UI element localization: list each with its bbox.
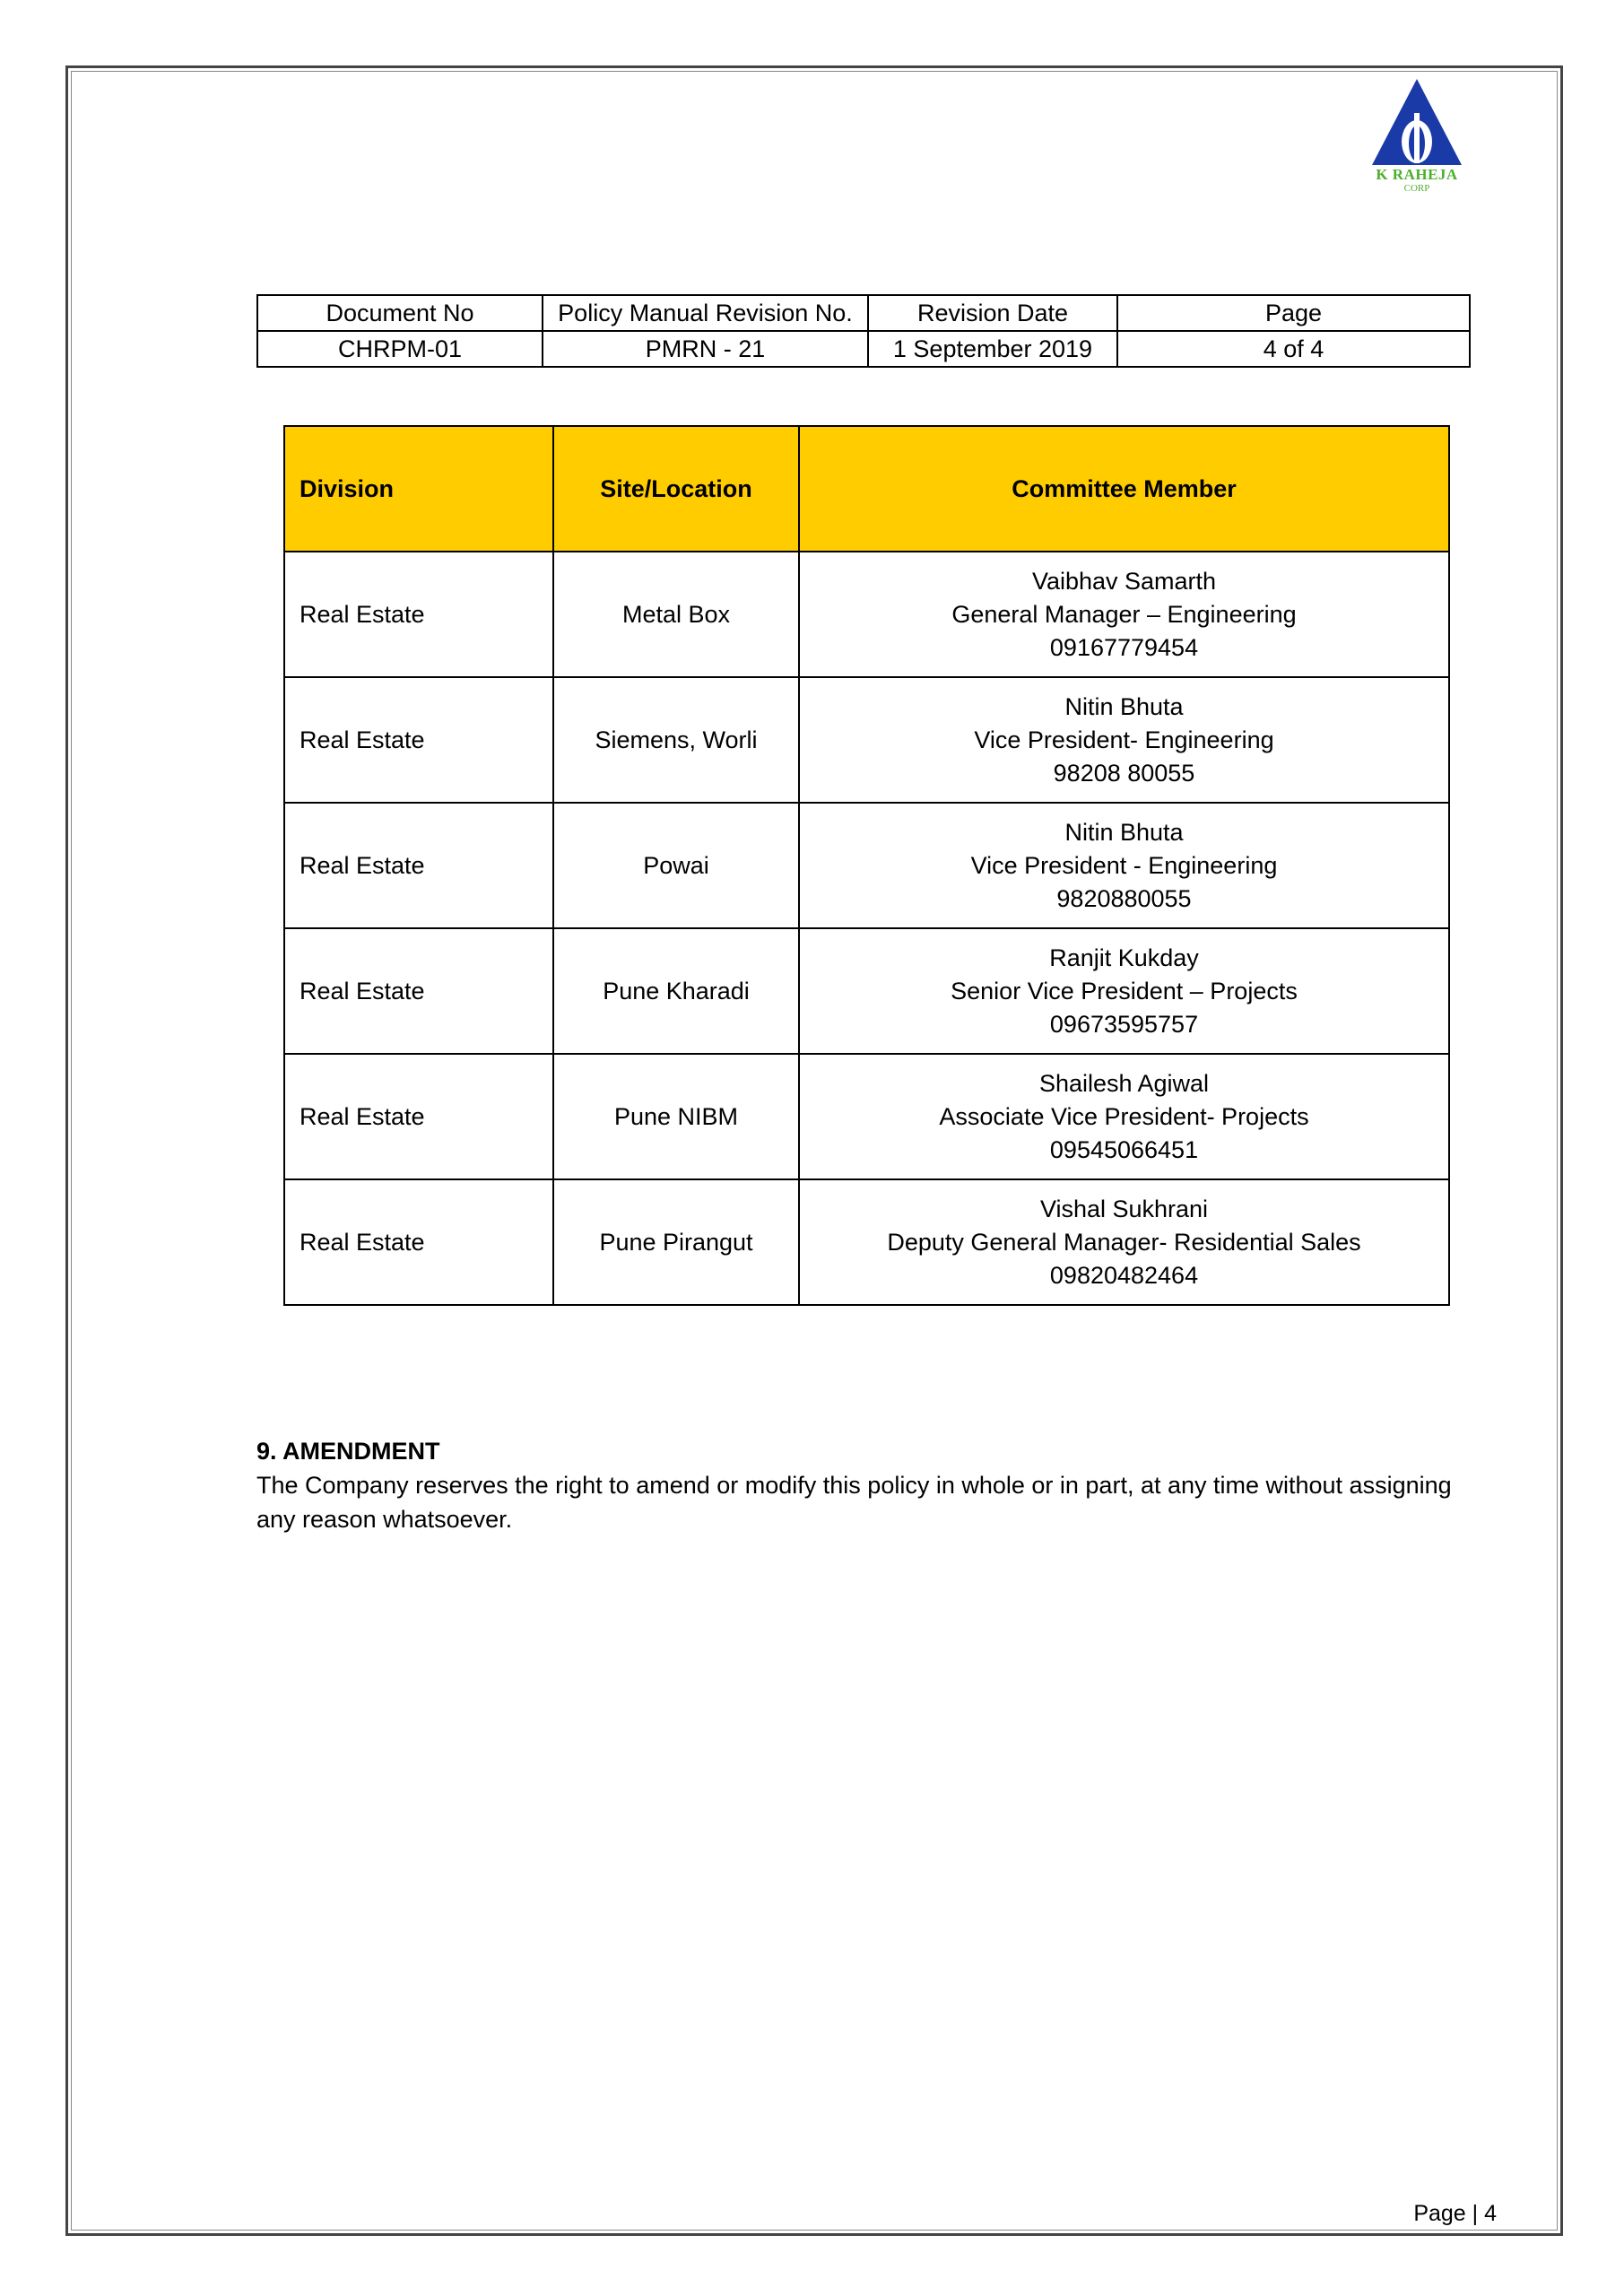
member-cell <box>799 677 1449 803</box>
table-row <box>284 1179 1449 1305</box>
committee-table <box>283 425 1450 1306</box>
document-control-table <box>256 294 1471 368</box>
table-row <box>284 1054 1449 1179</box>
member-name: Nitin Bhuta <box>1064 692 1184 720</box>
member-cell <box>799 552 1449 677</box>
page-number: Page | 4 <box>1413 2201 1497 2226</box>
page-header: Page <box>1117 295 1470 331</box>
section-body-line: any reason whatsoever. <box>256 1506 513 1533</box>
section-title: 9. AMENDMENT <box>256 1438 440 1465</box>
member-phone: 09167779454 <box>1049 633 1199 661</box>
member-name: Vishal Sukhrani <box>1039 1195 1209 1222</box>
table-row <box>284 928 1449 1054</box>
division-cell: Real Estate <box>284 928 553 1054</box>
document-control-header-row <box>257 295 1470 331</box>
committee-header-row <box>284 426 1449 552</box>
member-phone: 09673595757 <box>1049 1010 1199 1038</box>
revision-no-value: PMRN - 21 <box>543 331 868 367</box>
page-value: 4 of 4 <box>1117 331 1470 367</box>
member-column-header: Committee Member <box>799 426 1449 552</box>
member-title: Senior Vice President – Projects <box>951 977 1298 1004</box>
table-row <box>284 552 1449 677</box>
section-body-line: The Company reserves the right to amend or modify this policy in whole or in part, at any time without assigning <box>256 1472 1452 1499</box>
member-title: Deputy General Manager- Residential Sales <box>887 1228 1361 1256</box>
logo-brand-text: K RAHEJA <box>1376 166 1458 183</box>
amendment-section <box>256 1434 1512 1536</box>
member-name: Ranjit Kukday <box>1049 944 1199 971</box>
member-title: Vice President- Engineering <box>974 726 1274 753</box>
site-cell: Pune Kharadi <box>553 928 799 1054</box>
division-cell: Real Estate <box>284 1054 553 1179</box>
member-title: General Manager – Engineering <box>951 600 1297 628</box>
table-row <box>284 677 1449 803</box>
site-column-header: Site/Location <box>553 426 799 552</box>
member-cell <box>799 803 1449 928</box>
site-cell: Metal Box <box>553 552 799 677</box>
member-phone: 09820482464 <box>1049 1261 1199 1289</box>
division-cell: Real Estate <box>284 803 553 928</box>
member-cell <box>799 1054 1449 1179</box>
revision-no-header: Policy Manual Revision No. <box>543 295 868 331</box>
division-cell: Real Estate <box>284 552 553 677</box>
revision-date-header: Revision Date <box>868 295 1117 331</box>
doc-no-value: CHRPM-01 <box>257 331 543 367</box>
division-column-header: Division <box>284 426 553 552</box>
revision-date-value: 1 September 2019 <box>868 331 1117 367</box>
member-cell <box>799 1179 1449 1305</box>
company-logo <box>1363 77 1471 212</box>
division-cell: Real Estate <box>284 1179 553 1305</box>
member-phone: 9820880055 <box>1056 884 1192 912</box>
member-title: Vice President - Engineering <box>970 851 1278 879</box>
member-name: Shailesh Agiwal <box>1038 1069 1210 1097</box>
member-phone: 98208 80055 <box>1053 759 1195 787</box>
member-cell <box>799 928 1449 1054</box>
member-title: Associate Vice President- Projects <box>939 1102 1309 1130</box>
member-name: Nitin Bhuta <box>1064 818 1184 846</box>
site-cell: Pune NIBM <box>553 1054 799 1179</box>
site-cell: Siemens, Worli <box>553 677 799 803</box>
member-phone: 09545066451 <box>1049 1135 1199 1163</box>
member-name: Vaibhav Samarth <box>1031 567 1217 595</box>
table-row <box>284 803 1449 928</box>
site-cell: Pune Pirangut <box>553 1179 799 1305</box>
document-control-value-row <box>257 331 1470 367</box>
raheja-logo-icon <box>1370 77 1463 167</box>
logo-sub-text: CORP <box>1403 183 1430 194</box>
site-cell: Powai <box>553 803 799 928</box>
division-cell: Real Estate <box>284 677 553 803</box>
doc-no-header: Document No <box>257 295 543 331</box>
